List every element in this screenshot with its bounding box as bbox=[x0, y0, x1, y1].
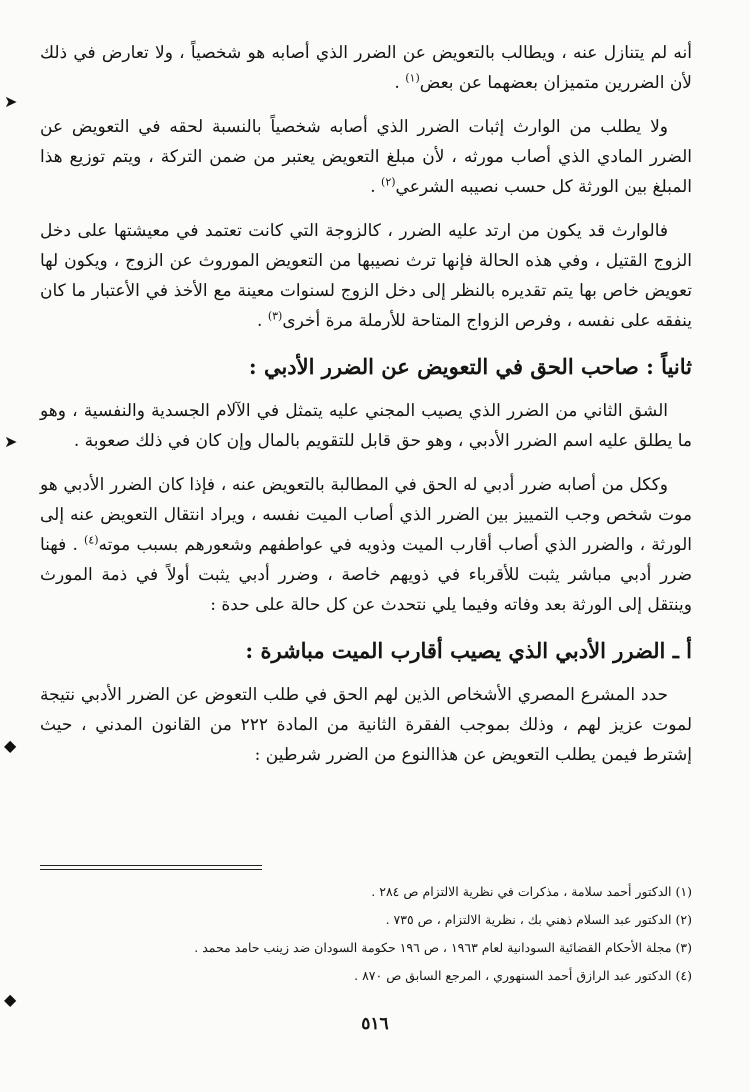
margin-mark-icon: ◆ bbox=[4, 990, 17, 1009]
footnote-2: (٢) الدكتور عبد السلام ذهني بك ، نظرية الالتزام ، ص ٧٣٥ . bbox=[385, 912, 692, 927]
paragraph-1-text: أنه لم يتنازل عنه ، ويطالب بالتعويض عن الضرر الذي أصابه هو شخصياً ، ولا تعارض في ذلك لأن الضررين متميزان بعضهما عن بعض bbox=[40, 43, 692, 93]
footnote-1: (١) الدكتور أحمد سلامة ، مذكرات في نظرية الالتزام ص ٢٨٤ . bbox=[371, 884, 692, 899]
paragraph-3 bbox=[40, 216, 692, 336]
paragraph-6: حدد المشرع المصري الأشخاص الذين لهم الحق في طلب التعوض عن الضرر الأدبي نتيجة لموت عزيز لهم ، وذلك بموجب الفقرة الثانية من المادة ٢٢٢ من القانون المدني ، حيث إشترط فيمن يطلب التعويض عن هذاالنوع من الضرر شرطين : bbox=[40, 685, 693, 765]
page-number: ٥١٦ bbox=[361, 1014, 389, 1034]
paragraph-5 bbox=[40, 470, 692, 620]
paragraph-2-end: . bbox=[370, 177, 382, 197]
section-heading-second: ثانياً : صاحب الحق في التعويض عن الضرر الأدبي : bbox=[248, 354, 692, 379]
paragraph-3-end: . bbox=[257, 311, 268, 331]
paragraph-5-text: وككل من أصابه ضرر أدبي له الحق في المطالبة بالتعويض عنه ، فإذا كان الضرر الأدبي هو موت شخص وجب التمييز بين الضرر الذي أصاب الميت نفسه ، ويراد انتقال التعويض عنه إلى الورثة ، والضرر الذي أصاب أقارب الميت وذويه في عواطفهم وشعورهم بسبب موته bbox=[40, 475, 692, 555]
paragraph-2 bbox=[40, 112, 692, 202]
paragraph-2-text: ولا يطلب من الوارث إثبات الضرر الذي أصابه شخصياً بالنسبة لحقه في التعويض عن الضرر المادي الذي أصاب مورثه ، لأن مبلغ التعويض يعتبر من ضمن التركة ، ويتم توزيع هذا المبلغ بين الورثة كل حسب نصيبه الشرعي bbox=[40, 117, 692, 197]
margin-mark-icon: ◆ bbox=[4, 736, 17, 755]
footnote-4: (٤) الدكتور عبد الرازق أحمد السنهوري ، المرجع السابق ص ٨٧٠ . bbox=[354, 968, 692, 983]
footnotes bbox=[40, 878, 692, 990]
footnote-ref-2[interactable]: (٢) bbox=[381, 175, 396, 189]
paragraph-1-end: . bbox=[394, 73, 406, 93]
margin-mark-icon: ➤ bbox=[4, 432, 18, 451]
paragraph-4: الشق الثاني من الضرر الذي يصيب المجني عليه يتمثل في الآلام الجسدية والنفسية ، وهو ما يطلق عليه اسم الضرر الأدبي ، وهو حق قابل للتقويم بالمال وإن كان في ذلك صعوبة . bbox=[40, 401, 692, 451]
margin-mark-icon: ➤ bbox=[4, 92, 18, 111]
footnote-ref-3[interactable]: (٣) bbox=[267, 309, 283, 323]
paragraph-5-continued: فهنا ضرر أدبي مباشر يثبت للأقرباء في ذويهم خاصة ، وضرر أدبي يثبت أولاً في ذمة المورث وينتقل إلى الورثة بعد وفاته وفيما يلي نتحدث عن كل حالة على حدة : bbox=[40, 535, 692, 615]
paragraph-1 bbox=[40, 38, 692, 98]
section-heading-a: أ ـ الضرر الأدبي الذي يصيب أقارب الميت مباشرة : bbox=[245, 638, 692, 663]
footnote-ref-1[interactable]: (١) bbox=[405, 71, 420, 85]
footnote-separator bbox=[40, 865, 262, 870]
footnote-3: (٣) مجلة الأحكام القضائية السودانية لعام ١٩٦٣ ، ص ١٩٦ حكومة السودان ضد زينب حامد محمد . bbox=[194, 940, 692, 955]
paragraph-3-text: فالوارث قد يكون من ارتد عليه الضرر ، كالزوجة التي كانت تعتمد في معيشتها على دخل الزوج القتيل ، وفي هذه الحالة فإنها ترث نصيبها من التعويض الموروث عن الزوج ، ويكون لها تعويض خاص بها يتم تقديره بالنظر إلى دخل الزوج لسنوات معينة مع الأخذ في الأعتبار ما كان ينفقه على نفسه ، وفرص الزواج المتاحة للأرملة مرة أخرى bbox=[40, 221, 692, 331]
paragraph-5-end: . bbox=[72, 535, 85, 555]
footnote-ref-4[interactable]: (٤) bbox=[84, 533, 99, 547]
